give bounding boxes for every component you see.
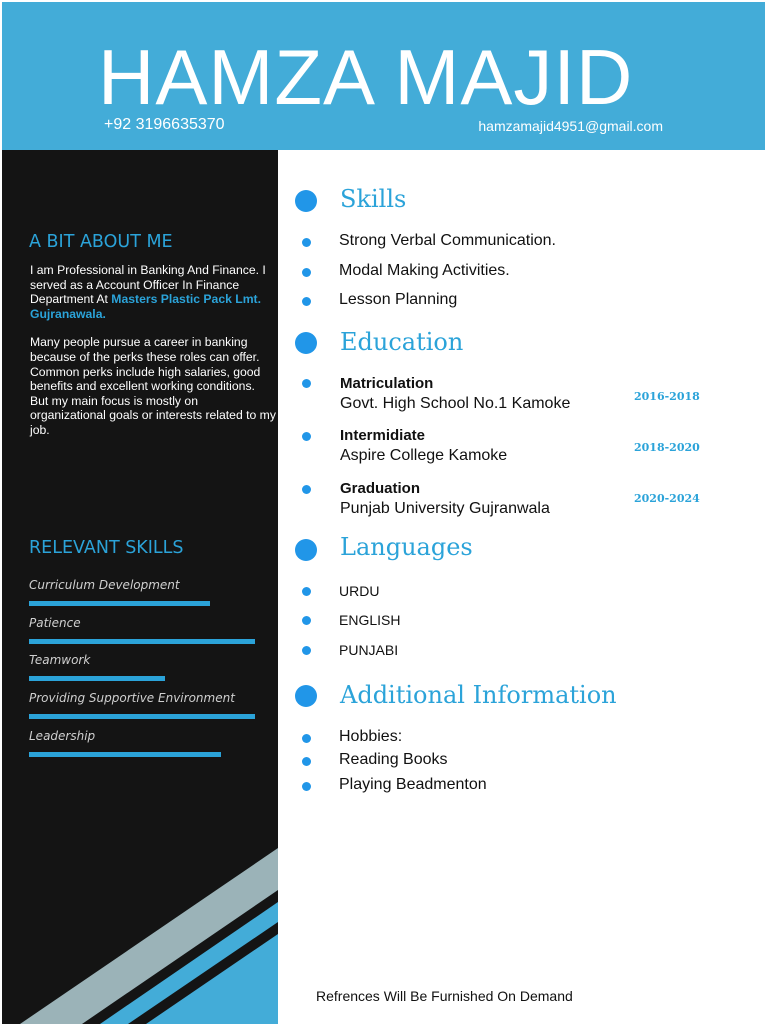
about-paragraph-1-text: I am Professional in Banking And Finance. I served as a Account Officer In Finance Department At — [30, 263, 266, 307]
decorative-diagonal-stripes — [2, 150, 278, 1024]
phone-number: +92 3196635370 — [104, 116, 225, 133]
relevant-skill-name: Providing Supportive Environment — [29, 691, 235, 705]
skill-item: Modal Making Activities. — [339, 262, 510, 279]
education-degree: Matriculation — [340, 375, 434, 392]
section-bullet-icon — [295, 539, 317, 561]
references-note: Refrences Will Be Furnished On Demand — [316, 988, 573, 1004]
sidebar — [2, 150, 278, 1024]
skill-item: Strong Verbal Communication. — [339, 232, 556, 249]
education-years: 2018-2020 — [634, 441, 700, 454]
bullet-icon — [302, 646, 311, 655]
candidate-name: HAMZA MAJID — [98, 33, 634, 121]
bullet-icon — [302, 238, 311, 247]
bullet-icon — [302, 432, 311, 441]
additional-item: Hobbies: — [339, 728, 403, 745]
bullet-icon — [302, 587, 311, 596]
section-bullet-icon — [295, 190, 317, 212]
language-item: URDU — [339, 583, 380, 599]
education-title: Education — [340, 328, 464, 356]
bullet-icon — [302, 297, 311, 306]
email-address: hamzamajid4951@gmail.com — [478, 118, 663, 134]
bullet-icon — [302, 782, 311, 791]
about-title: A BIT ABOUT ME — [29, 232, 173, 252]
bullet-icon — [302, 757, 311, 766]
education-school: Punjab University Gujranwala — [340, 500, 550, 517]
relevant-skill-name: Leadership — [29, 729, 96, 743]
languages-title: Languages — [340, 533, 473, 561]
bullet-icon — [302, 616, 311, 625]
bullet-icon — [302, 485, 311, 494]
education-degree: Intermidiate — [340, 427, 426, 444]
additional-item: Playing Beadmenton — [339, 776, 487, 793]
section-bullet-icon — [295, 685, 317, 707]
relevant-skill-name: Curriculum Development — [29, 578, 180, 592]
language-item: ENGLISH — [339, 612, 401, 628]
skill-item: Lesson Planning — [339, 291, 458, 308]
bullet-icon — [302, 379, 311, 388]
additional-item: Reading Books — [339, 751, 448, 768]
education-school: Aspire College Kamoke — [340, 447, 508, 464]
skills-title: Skills — [340, 185, 407, 213]
education-years: 2020-2024 — [634, 492, 700, 505]
section-bullet-icon — [295, 332, 317, 354]
language-item: PUNJABI — [339, 642, 399, 658]
header-banner — [2, 2, 765, 150]
employer-highlight: Masters Plastic Pack Lmt. Gujranawala. — [30, 292, 262, 321]
relevant-skills-title: RELEVANT SKILLS — [29, 538, 184, 558]
relevant-skill-name: Patience — [29, 616, 81, 630]
about-paragraph-2: Many people pursue a career in banking because of the perks these roles can offer. Common perks include high salaries, good benefits and excellent working conditions. But my main focus is mostly on organizational goals or interests related to my job. — [30, 335, 276, 437]
bullet-icon — [302, 268, 311, 277]
relevant-skill-name: Teamwork — [29, 653, 91, 667]
bullet-icon — [302, 734, 311, 743]
education-years: 2016-2018 — [634, 390, 700, 403]
additional-info-title: Additional Information — [340, 681, 617, 709]
education-school: Govt. High School No.1 Kamoke — [340, 395, 571, 412]
education-degree: Graduation — [340, 480, 421, 497]
